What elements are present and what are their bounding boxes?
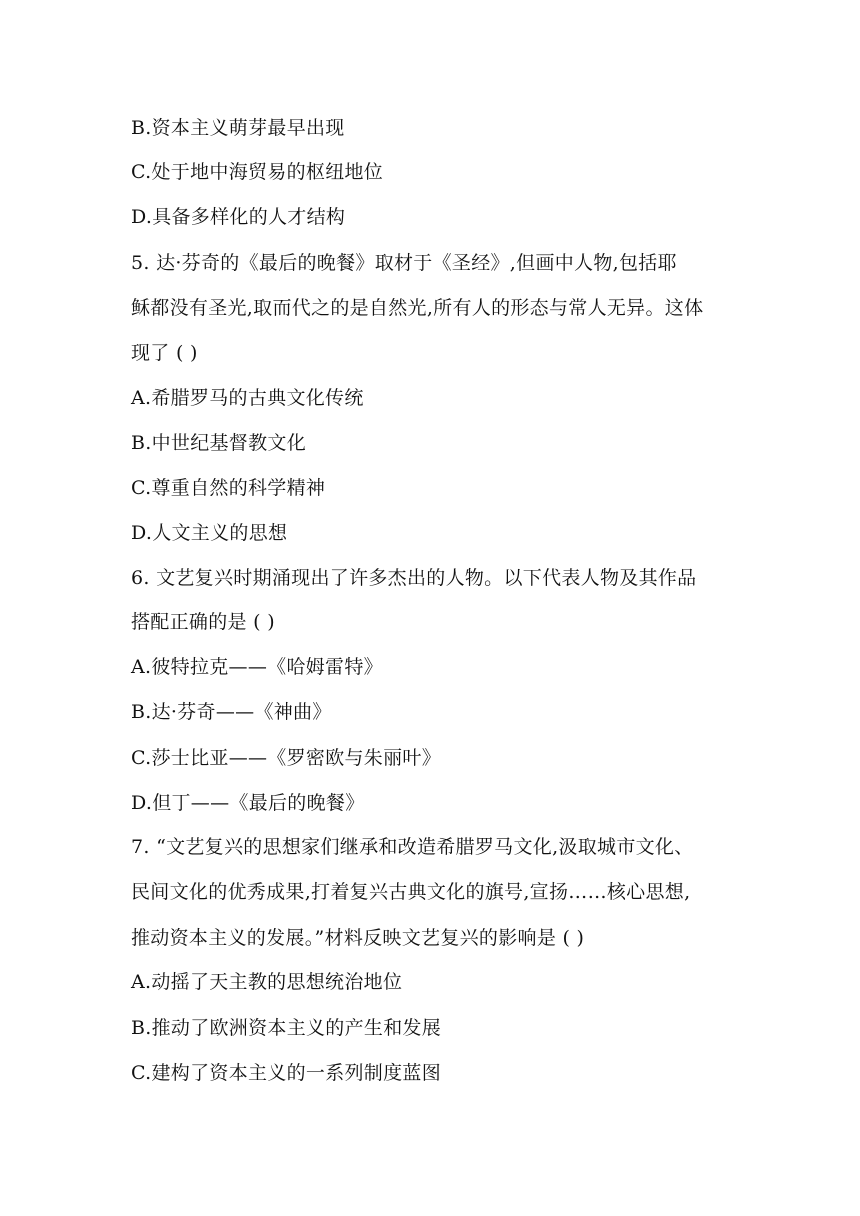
q7-option-a: A.动摇了天主教的思想统治地位 — [131, 971, 403, 993]
q5-option-b: B.中世纪基督教文化 — [131, 432, 307, 454]
q6-stem-line-2: 搭配正确的是 ( ) — [131, 611, 275, 633]
q5-option-d: D.人文主义的思想 — [131, 522, 288, 544]
q6-option-a: A.彼特拉克——《哈姆雷特》 — [131, 656, 383, 678]
q7-stem-line-1: 7. “文艺复兴的思想家们继承和改造希腊罗马文化,汲取城市文化、 — [131, 836, 694, 858]
q5-option-a: A.希腊罗马的古典文化传统 — [131, 387, 364, 409]
q7-option-b: B.推动了欧洲资本主义的产生和发展 — [131, 1017, 442, 1039]
q6-option-c: C.莎士比亚——《罗密欧与朱丽叶》 — [131, 747, 442, 769]
q6-option-d: D.但丁——《最后的晚餐》 — [131, 792, 365, 814]
q5-option-c: C.尊重自然的科学精神 — [131, 477, 326, 499]
q4-option-b: B.资本主义萌芽最早出现 — [131, 117, 345, 139]
q7-option-c: C.建构了资本主义的一系列制度蓝图 — [131, 1062, 442, 1084]
q6-option-b: B.达·芬奇——《神曲》 — [131, 701, 332, 723]
q5-stem-line-2: 稣都没有圣光,取而代之的是自然光,所有人的形态与常人无异。这体 — [131, 297, 704, 319]
q7-stem-line-2: 民间文化的优秀成果,打着复兴古典文化的旗号,宣扬……核心思想, — [131, 881, 691, 903]
q5-stem-line-3: 现了 ( ) — [131, 342, 198, 364]
q5-stem-line-1: 5. 达·芬奇的《最后的晚餐》取材于《圣经》,但画中人物,包括耶 — [131, 252, 677, 274]
q4-option-d: D.具备多样化的人才结构 — [131, 206, 346, 228]
q7-stem-line-3: 推动资本主义的发展。”材料反映文艺复兴的影响是 ( ) — [131, 927, 585, 949]
q6-stem-line-1: 6. 文艺复兴时期涌现出了许多杰出的人物。以下代表人物及其作品 — [131, 567, 697, 589]
q4-option-c: C.处于地中海贸易的枢纽地位 — [131, 161, 384, 183]
